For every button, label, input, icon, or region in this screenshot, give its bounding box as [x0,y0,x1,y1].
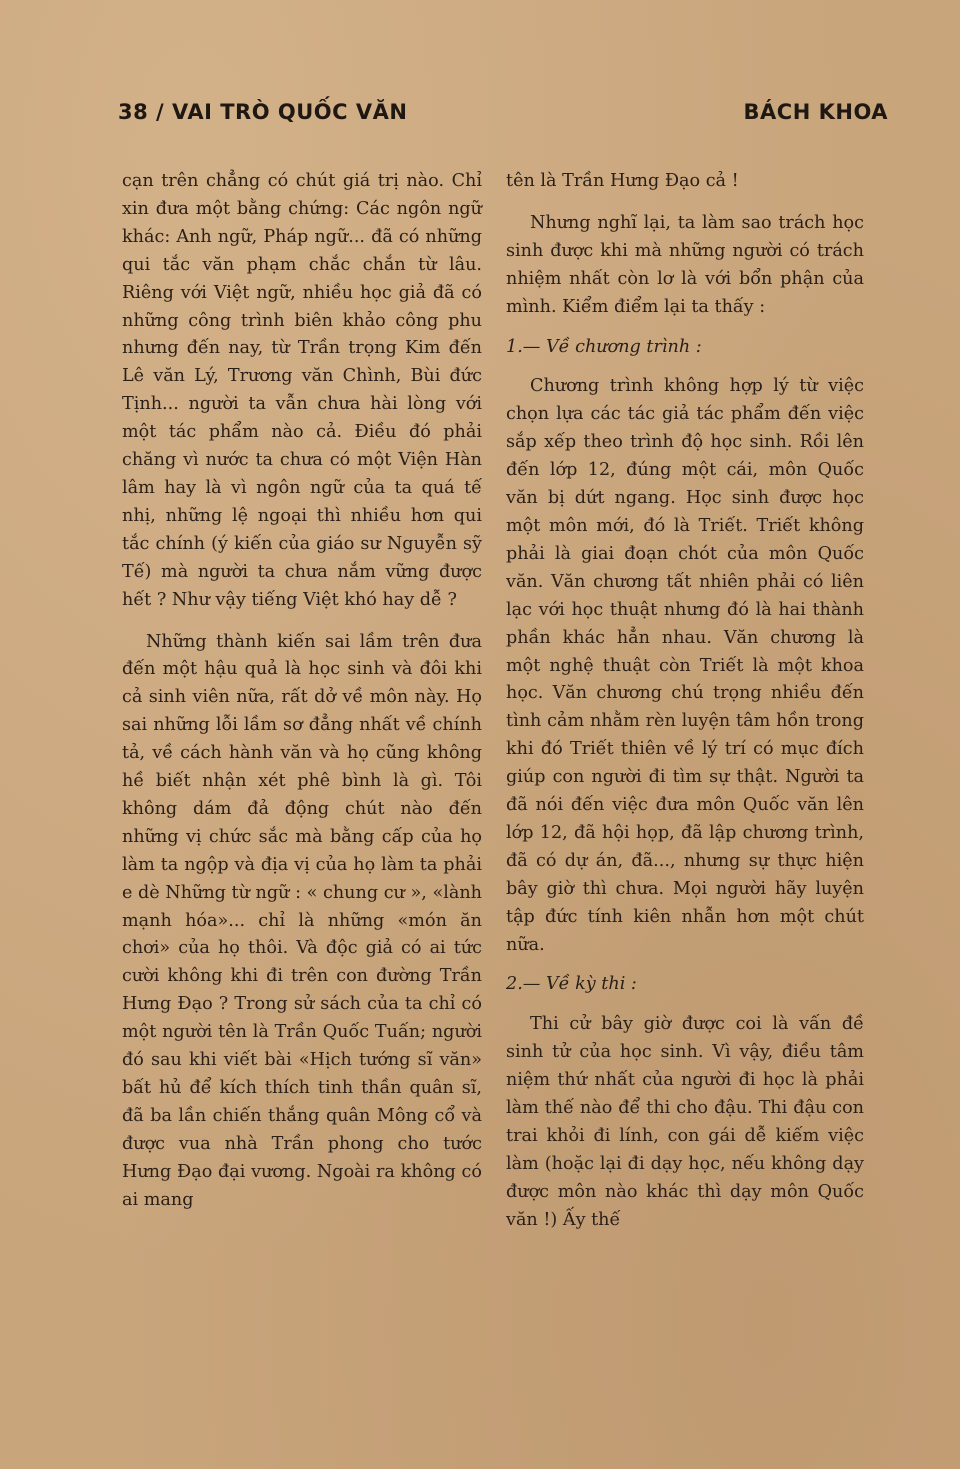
header-magazine-name: BÁCH KHOA [743,100,888,124]
header-page-title: 38 / VAI TRÒ QUỐC VĂN [118,100,408,124]
right-paragraph-4: Thi cử bây giờ được coi là vấn đề sinh tử của học sinh. Vì vậy, điều tâm niệm thứ nhất của người đi học là phải làm thế nào để thi cho đậu. Thi đậu con trai khỏi đi lính, con gái dễ kiếm việc làm (hoặc lại đi dạy học, nếu không dạy được môn nào khác thì dạy môn Quốc văn !) Ấy thế [506,1014,864,1230]
left-paragraph-2: Những thành kiến sai lầm trên đưa đến một hậu quả là học sinh và đôi khi cả sinh viên nữa, rất dở về môn này. Họ sai những lỗi lầm sơ đẳng nhất về chính tả, về cách hành văn và họ cũng không hề biết nhận xét phê bình là gì. Tôi không dám đả động chút nào đến những vị chức sắc mà bằng cấp của họ làm ta ngộp và địa vị của họ làm ta phải e dè Những từ ngữ : « chung cư », «lành mạnh hóa»... chỉ là những «món ăn chơi» của họ thôi. Và độc giả có ai tức cười không khi đi trên con đường Trần Hưng Đạo ? Trong sử sách của ta chỉ có một người tên là Trần Quốc Tuấn; người đó sau khi viết bài «Hịch tướng sĩ văn» bất hủ để kích thích tinh thần quân sĩ, đã ba lần chiến thắng quân Mông cổ và được vua nhà Trần phong cho tước Hưng Đạo đại vương. Ngoài ra không có ai mang [122,631,482,1210]
right-paragraph-1: tên là Trần Hưng Đạo cả ! [506,171,739,191]
page-header [118,96,888,128]
section-heading-exams: 2.— Về kỳ thi : [506,974,637,995]
right-paragraph-3: Chương trình không hợp lý từ việc chọn lựa các tác giả tác phẩm đến việc sắp xếp theo trình độ học sinh. Rồi lên đến lớp 12, đúng một cái, môn Quốc văn bị dứt ngang. Học sinh được học một môn mới, đó là Triết. Triết không phải là giai đoạn chót của môn Quốc văn. Văn chương tất nhiên phải có liên lạc với học thuật nhưng đó là hai thành phần khác hẳn nhau. Văn chương là một nghệ thuật còn Triết là một khoa học. Văn chương chú trọng nhiều đến tình cảm nhằm rèn luyện tâm hồn trong khi đó Triết thiên về lý trí có mục đích giúp con người đi tìm sự thật. Người ta đã nói đến việc đưa môn Quốc văn lên lớp 12, đã hội họp, đã lập chương trình, đã có dự án, đã..., nhưng sự thực hiện bây giờ thì chưa. Mọi người hãy luyện tập đức tính kiên nhẫn hơn một chút nữa. [506,376,864,955]
left-paragraph-1: cạn trên chẳng có chút giá trị nào. Chỉ xin đưa một bằng chứng: Các ngôn ngữ khác: Anh ngữ, Pháp ngữ... đã có những qui tắc văn phạm chắc chắn từ lâu. Riêng với Việt ngữ, nhiều học giả đã có những công trình biên khảo công phu nhưng đến nay, từ Trần trọng Kim đến Lê văn Lý, Trương văn Chình, Bùi đức Tịnh... người ta vẫn chưa hài lòng với một tác phẩm nào cả. Điều đó phải chăng vì nước ta chưa có một Viện Hàn lâm hay là vì ngôn ngữ của ta quá tế nhị, những lệ ngoại thì nhiều hơn qui tắc chính (ý kiến của giáo sư Nguyễn sỹ Tế) mà người ta chưa nắm vững được hết ? Như vậy tiếng Việt khó hay dễ ? [122,171,482,610]
right-column [506,168,864,1235]
left-column [122,168,482,1215]
right-paragraph-2: Nhưng nghĩ lại, ta làm sao trách học sinh được khi mà những người có trách nhiệm nhất còn lơ là với bổn phận của mình. Kiểm điểm lại ta thấy : [506,212,864,317]
section-heading-program: 1.— Về chương trình : [506,336,702,357]
